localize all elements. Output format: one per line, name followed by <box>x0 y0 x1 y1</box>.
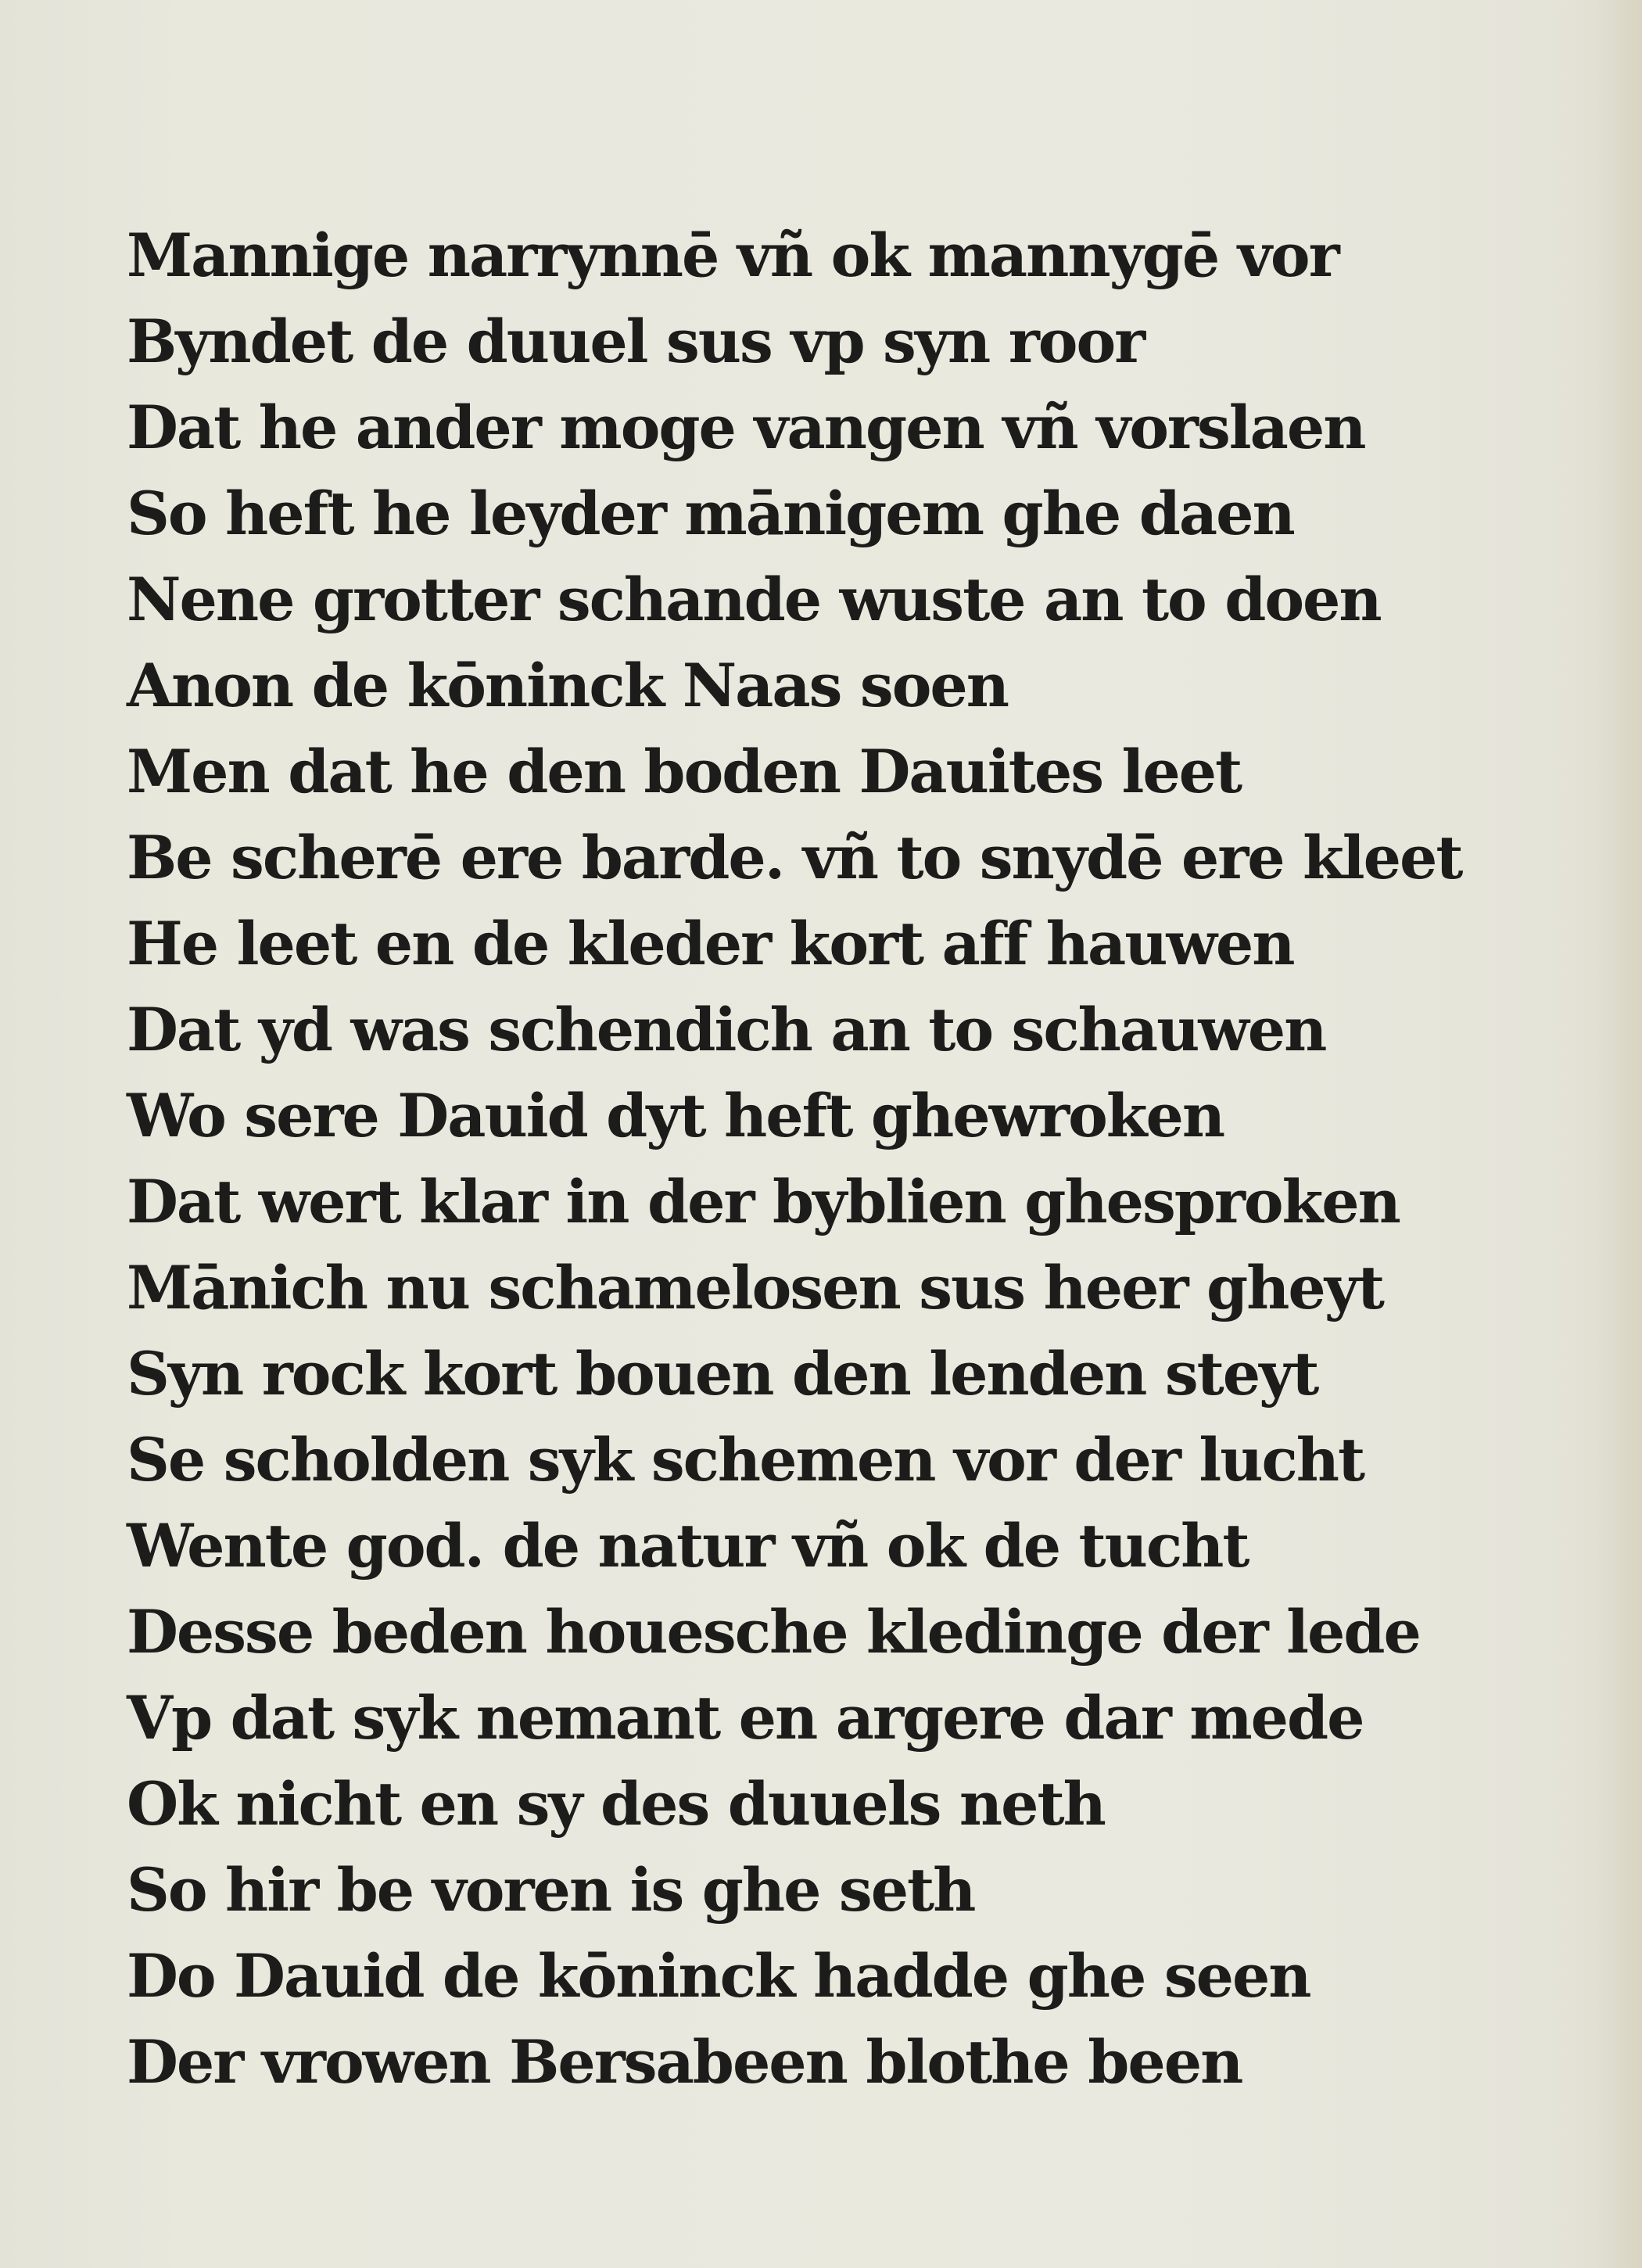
verse-line: Byndet de duuel sus vp syn roor <box>127 307 1145 376</box>
verse-line: Se scholden syk schemen vor der lucht <box>127 1425 1364 1495</box>
verse-line: Dat wert klar in der byblien ghesproken <box>127 1167 1400 1236</box>
verse-line: Mānich nu schamelosen sus heer gheyt <box>127 1253 1383 1322</box>
verse-line: So heft he leyder mānigem ghe daen <box>127 479 1294 548</box>
verse-line: Dat yd was schendich an to schauwen <box>127 995 1326 1064</box>
verse-line: Syn rock kort bouen den lenden steyt <box>127 1339 1318 1409</box>
verse-line: Desse beden houesche kledinge der lede <box>127 1597 1420 1667</box>
verse-line: Vp dat syk nemant en argere dar mede <box>127 1683 1364 1753</box>
verse-line: Do Dauid de kōninck hadde ghe seen <box>127 1941 1310 2011</box>
verse-line: Be scherē ere barde. vñ to snydē ere kleet <box>127 823 1462 892</box>
verse-line: So hir be voren is ghe seth <box>127 1855 975 1925</box>
verse-line: Ok nicht en sy des duuels neth <box>127 1769 1105 1839</box>
verse-line: Men dat he den boden Dauites leet <box>127 737 1242 806</box>
verse-line: Wente god. de natur vñ ok de tucht <box>127 1511 1249 1581</box>
verse-line: Nene grotter schande wuste an to doen <box>127 565 1381 634</box>
verse-line: He leet en de kleder kort aff hauwen <box>127 909 1294 978</box>
verse-line: Wo sere Dauid dyt heft ghewroken <box>127 1081 1224 1150</box>
verse-line: Anon de kōninck Naas soen <box>127 651 1008 720</box>
verse-line: Der vrowen Bersabeen blothe been <box>127 2027 1242 2097</box>
verse-line: Mannige narrynnē vñ ok mannygē vor <box>127 221 1339 290</box>
verse-text-block <box>127 213 1462 2105</box>
verse-line: Dat he ander moge vangen vñ vorslaen <box>127 393 1365 462</box>
